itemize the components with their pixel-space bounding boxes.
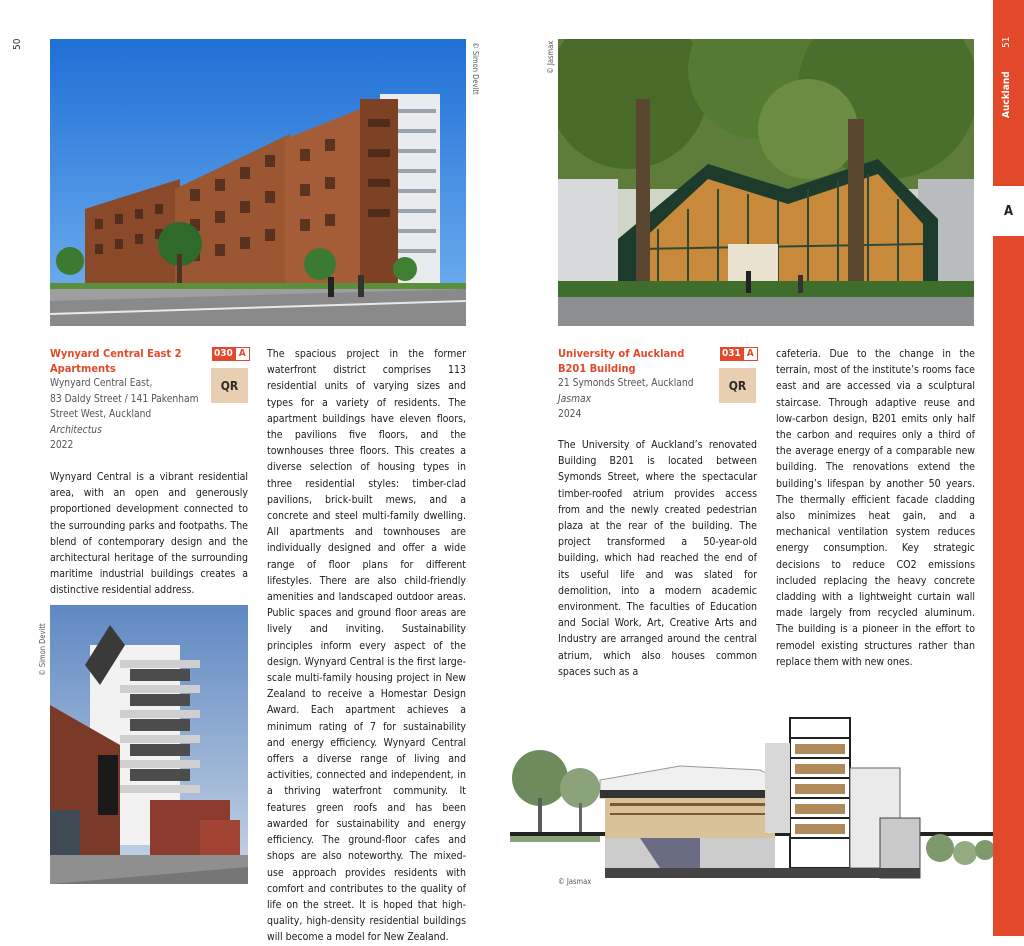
entry-030-intro: Wynyard Central is a vibrant residential area, with an open and generously proportioned development connected to the surrounding parks and footpaths. The blend of contemporary design and the architectural heritage of the surrounding maritime industrial buildings creates a distinctive residential address. [50, 471, 248, 597]
entry-030-letter: A [235, 347, 250, 361]
entry-030-title-line1: Wynyard Central East 2 [50, 347, 182, 360]
photo-credit-top-right: © Jasmax [546, 40, 555, 74]
entry-030-year: 2022 [50, 440, 74, 451]
entry-031-meta [558, 376, 718, 423]
section-tab-label: Auckland [1001, 71, 1012, 118]
photo-wynyard-apartments [50, 39, 466, 326]
entry-030-architect: Architectus [50, 424, 102, 436]
edge-tab-strip [993, 236, 1024, 936]
entry-031-number: 031 [722, 348, 741, 359]
entry-031-letter: A [743, 347, 758, 361]
entry-031-architect: Jasmax [558, 393, 592, 405]
photo-credit-bottom-left: © Simon Devitt [38, 623, 47, 676]
entry-030-meta [50, 376, 210, 454]
page-number-right: 51 [1001, 36, 1012, 48]
entry-030-address-line3: Street West, Auckland [50, 409, 152, 420]
entry-031-body-col2: cafeteria. Due to the change in the terrain, most of the institute’s rooms face east and are accessed via a sculptural staircase. Through adaptive reuse and low-carbon design, B201 emits only half the carbon and requires only a third of the average energy of a comparable new building. The renovations extend the building’s lifespan by another 50 years. The thermally efficient facade cladding also minimizes heat gain, and a mechanical ventilation system reduces energy consumption. Key strategic decisions to reduce CO2 emissions included replacing the heavy concrete cladding with a lightweight curtain wall made largely from recycled aluminum. The building is a pioneer in the effort to remodel existing structures rather than replace them with new ones. [776, 348, 975, 668]
letter-tab[interactable]: A [993, 186, 1024, 236]
section-drawing-b201 [510, 708, 994, 884]
entry-030-title-line2: Apartments [50, 362, 116, 375]
photo-wynyard-tower [50, 605, 248, 884]
entry-030-address-line1: Wynyard Central East, [50, 378, 153, 389]
entry-031-title [558, 346, 718, 376]
section-drawing-credit: © Jasmax [558, 877, 592, 886]
entry-030-title [50, 346, 210, 376]
entry-031-badge [720, 347, 758, 361]
entry-031-year: 2024 [558, 409, 582, 420]
section-tab-auckland[interactable] [993, 0, 1024, 186]
entry-030-number: 030 [214, 348, 233, 359]
photo-credit-top-left: © Simon Devitt [471, 42, 480, 95]
entry-031-qr-code[interactable]: QR [719, 368, 756, 403]
entry-030-address-line2: 83 Daldy Street / 141 Pakenham [50, 393, 199, 405]
page-number-left: 50 [12, 38, 23, 50]
entry-030-body: The spacious project in the former waterfront district comprises 113 residential units of varying sizes and types for a variety of residents. The apartment buildings have eleven floors, the pavilions five floors, and the townhouses three floors. This creates a diverse selection of housing types in three residential styles: timber-clad pavilions, brick-built mews, and a concrete and steel multi-family dwelling. All apartments and townhouses are individually designed and offer a wide range of floor plans for different lifestyles. There are also child-friendly amenities and landscaped outdoor areas. Public spaces and ground floor areas are lively and inviting. Sustainability principles inform every aspect of the design. Wynyard Central is the first large-scale multi-family housing project in New Zealand to receive a Homestar Design Award. Each apartment achieves a minimum rating of 7 for sustainability and energy efficiency. Wynyard Central offers a diverse range of living and activities, connected and independent, in a thriving waterfront community. It features green roofs and has been awarded for sustainability and energy efficiency. The ground-floor cafes and shops are also noteworthy. The mixed-use approach provides residents with comfort and contributes to the quality of life on the street. It is hoped that high-quality, high-density residential buildings will become a model for New Zealand. [267, 348, 466, 944]
entry-031-title-line1: University of Auckland [558, 347, 685, 360]
entry-031-address: 21 Symonds Street, Auckland [558, 378, 694, 389]
entry-031-title-line2: B201 Building [558, 362, 636, 375]
entry-031-body-col1: The University of Auckland’s renovated Building B201 is located between Symonds Street, where the spectacular timber-roofed atrium provides access from and the newly created pedestrian plaza at the rear of the building. The project transformed a 50-year-old building, which had reached the end of its useful life and was slated for demolition, into a modern academic environment. The faculties of Education and Social Work, Art, Creative Arts and Industry are arranged around the central atrium, which also houses common spaces such as a [558, 439, 757, 678]
entry-030-badge [212, 347, 250, 361]
entry-030-qr-code[interactable]: QR [211, 368, 248, 403]
photo-b201-atrium [558, 39, 974, 326]
